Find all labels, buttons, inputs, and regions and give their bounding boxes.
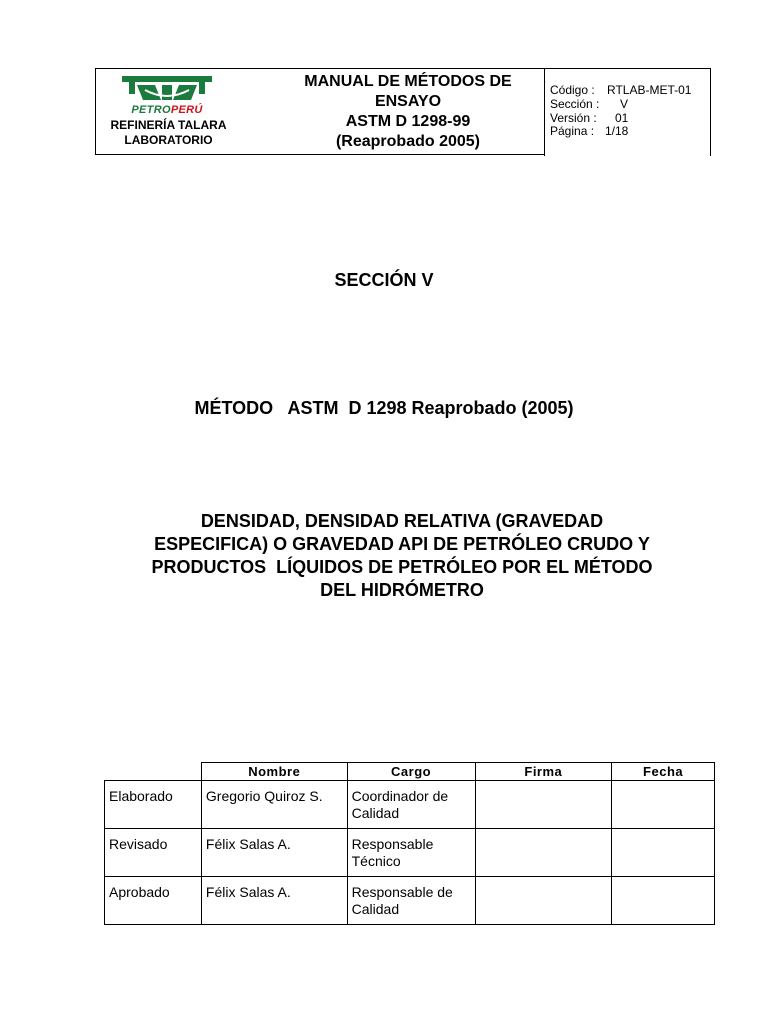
row-date xyxy=(612,829,715,877)
row-role: Revisado xyxy=(105,829,202,877)
logo-text-petro: PETRO xyxy=(131,104,171,116)
header-bottom-rule xyxy=(95,154,544,155)
meta-section: Sección : V xyxy=(550,97,629,111)
column-header-blank xyxy=(105,763,202,781)
organization-department: LABORATORIO xyxy=(124,133,213,147)
manual-title-line: ENSAYO xyxy=(374,93,442,110)
subject-line: DEL HIDRÓMETRO xyxy=(320,580,484,600)
column-header-position: Cargo xyxy=(347,763,475,781)
document-subject xyxy=(100,510,704,602)
table-header-row xyxy=(105,763,715,781)
logo-text-peru: PERÚ xyxy=(170,104,203,116)
header-title-cell xyxy=(272,68,544,155)
document-header xyxy=(95,68,711,156)
row-name: Félix Salas A. xyxy=(201,829,347,877)
meta-page: Página : 1/18 xyxy=(550,124,629,138)
row-role: Aprobado xyxy=(105,877,202,925)
row-signature xyxy=(475,781,612,829)
manual-standard: ASTM D 1298-99 xyxy=(345,113,471,130)
meta-version: Versión : 01 xyxy=(550,111,629,125)
table-row xyxy=(105,829,715,877)
column-header-name: Nombre xyxy=(201,763,347,781)
row-position: Coordinador de Calidad xyxy=(347,781,475,829)
row-date xyxy=(612,877,715,925)
column-header-signature: Firma xyxy=(475,763,612,781)
column-header-date: Fecha xyxy=(612,763,715,781)
table-row xyxy=(105,877,715,925)
header-meta-cell xyxy=(544,68,711,156)
manual-title-line: MANUAL DE MÉTODOS DE xyxy=(304,73,512,90)
subject-line: DENSIDAD, DENSIDAD RELATIVA (GRAVEDAD xyxy=(200,511,604,531)
row-signature xyxy=(475,877,612,925)
row-position: Responsable de Calidad xyxy=(347,877,475,925)
subject-line: ESPECIFICA) O GRAVEDAD API DE PETRÓLEO CRUDO Y xyxy=(154,534,650,554)
subject-line: PRODUCTOS LÍQUIDOS DE PETRÓLEO POR EL MÉTODO xyxy=(151,557,653,577)
row-role: Elaborado xyxy=(105,781,202,829)
meta-code: Código : RTLAB-MET-01 xyxy=(550,83,692,97)
section-title: SECCIÓN V xyxy=(334,270,434,290)
table-row xyxy=(105,781,715,829)
row-name: Félix Salas A. xyxy=(201,877,347,925)
petroperu-logo xyxy=(121,76,213,116)
row-position: Responsable Técnico xyxy=(347,829,475,877)
method-title: MÉTODO ASTM D 1298 Reaprobado (2005) xyxy=(194,398,574,418)
header-logo-cell xyxy=(95,68,272,155)
approvals-table xyxy=(104,762,715,925)
row-name: Gregorio Quiroz S. xyxy=(201,781,347,829)
row-signature xyxy=(475,829,612,877)
row-date xyxy=(612,781,715,829)
organization-name: REFINERÍA TALARA xyxy=(110,118,227,132)
manual-reapproval: (Reaprobado 2005) xyxy=(335,133,481,150)
